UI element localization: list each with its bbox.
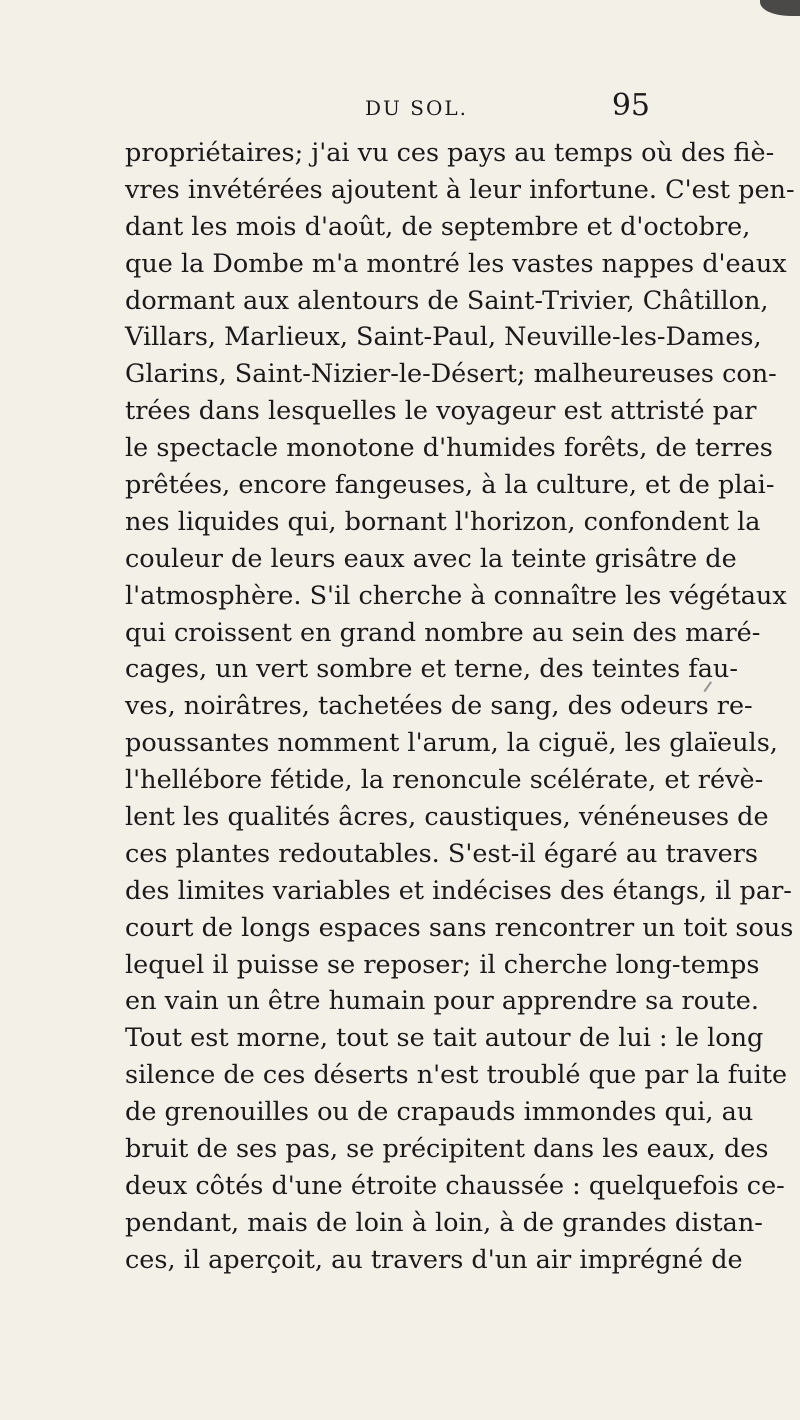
- text-line: prêtées, encore fangeuses, à la culture, et de plai-: [125, 470, 775, 501]
- body-text: [125, 135, 795, 1279]
- text-line: poussantes nomment l'arum, la ciguë, les glaïeuls,: [125, 728, 778, 759]
- text-line: lequel il puisse se reposer; il cherche long-temps: [125, 949, 760, 980]
- text-line: bruit de ses pas, se précipitent dans les eaux, des: [125, 1134, 769, 1165]
- text-line: lent les qualités âcres, caustiques, vénéneuses de: [125, 802, 769, 833]
- text-line: vres invétérées ajoutent à leur infortune. C'est pen-: [125, 174, 795, 205]
- text-line: l'hellébore fétide, la renoncule scélérate, et révè-: [125, 765, 764, 796]
- text-line: deux côtés d'une étroite chaussée : quelquefois ce-: [125, 1170, 785, 1201]
- text-line: ces, il aperçoit, au travers d'un air imprégné de: [125, 1244, 743, 1275]
- text-line: dant les mois d'août, de septembre et d'octobre,: [125, 211, 751, 242]
- text-line: ves, noirâtres, tachetées de sang, des odeurs re-: [125, 691, 753, 722]
- text-line: Glarins, Saint-Nizier-le-Désert; malheureuses con-: [125, 359, 777, 390]
- text-line: le spectacle monotone d'humides forêts, de terres: [125, 433, 773, 464]
- text-line: qui croissent en grand nombre au sein des maré-: [125, 617, 761, 648]
- text-line: ces plantes redoutables. S'est-il égaré au travers: [125, 838, 758, 869]
- text-line: trées dans lesquelles le voyageur est attristé par: [125, 396, 757, 427]
- text-line: silence de ces déserts n'est troublé que par la fuite: [125, 1060, 788, 1091]
- text-line: pendant, mais de loin à loin, à de grandes distan-: [125, 1207, 763, 1238]
- page-number: 95: [611, 88, 650, 123]
- page-corner-stain: [760, 0, 800, 16]
- text-line: nes liquides qui, bornant l'horizon, confondent la: [125, 506, 761, 537]
- text-line: l'atmosphère. S'il cherche à connaître les végétaux: [125, 580, 787, 611]
- text-line: propriétaires; j'ai vu ces pays au temps où des fiè-: [125, 138, 775, 168]
- running-head: DU SOL.: [365, 96, 468, 120]
- page-header: [125, 88, 650, 132]
- text-line: court de longs espaces sans rencontrer un toit sous: [125, 912, 794, 943]
- text-line: dormant aux alentours de Saint-Trivier, Châtillon,: [125, 285, 769, 316]
- text-line: en vain un être humain pour apprendre sa route.: [125, 986, 759, 1017]
- text-line: que la Dombe m'a montré les vastes nappes d'eaux: [125, 248, 787, 279]
- text-line: Villars, Marlieux, Saint-Paul, Neuville-les-Dames,: [125, 322, 762, 353]
- text-line: Tout est morne, tout se tait autour de lui : le long: [125, 1023, 764, 1054]
- text-line: cages, un vert sombre et terne, des teintes fau-: [125, 654, 738, 685]
- text-line: de grenouilles ou de crapauds immondes qui, au: [125, 1097, 754, 1128]
- text-line: des limites variables et indécises des étangs, il par-: [125, 875, 792, 906]
- text-line: couleur de leurs eaux avec la teinte grisâtre de: [125, 543, 737, 574]
